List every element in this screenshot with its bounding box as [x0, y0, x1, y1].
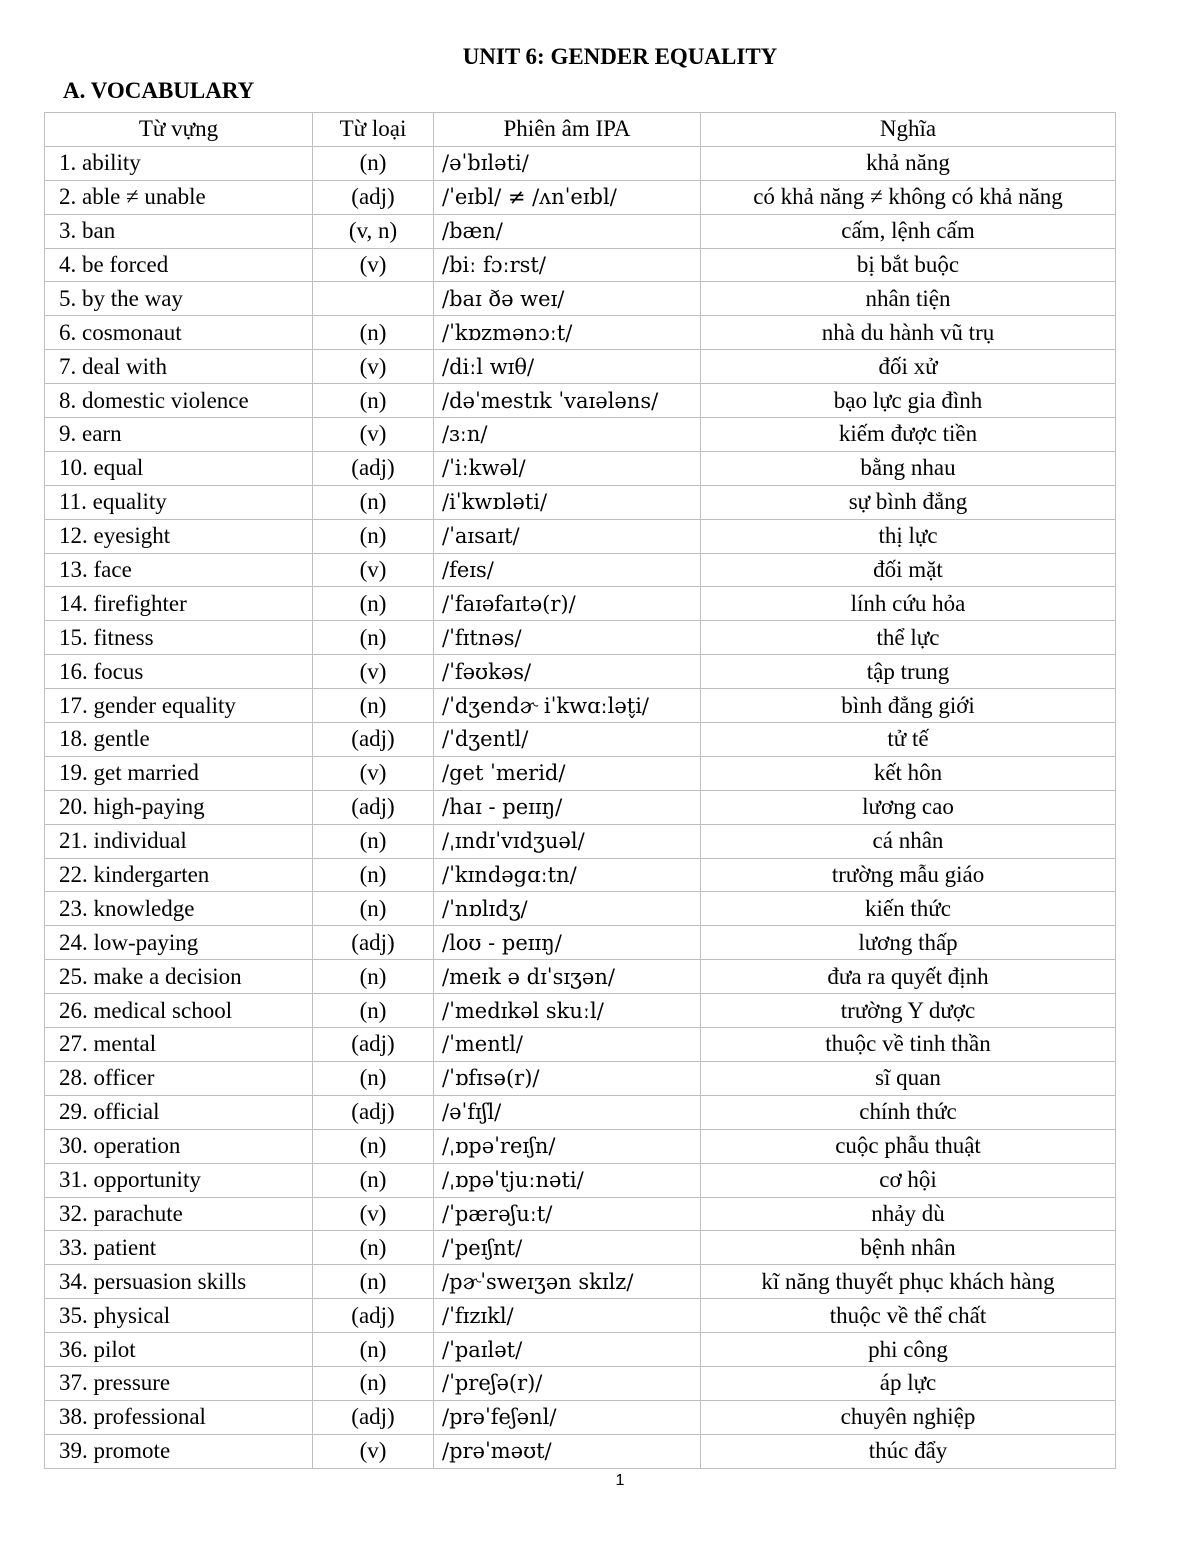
table-row	[45, 214, 1116, 248]
meaning: tử tế	[701, 723, 1116, 757]
part-of-speech: (n)	[313, 384, 434, 418]
meaning: nhà du hành vũ trụ	[701, 316, 1116, 350]
ipa-transcription: /ˈkɪndəgɑːtn/	[434, 858, 701, 892]
part-of-speech: (n)	[313, 858, 434, 892]
ipa-transcription: /feɪs/	[434, 553, 701, 587]
vocab-word: 2. able ≠ unable	[45, 180, 313, 214]
meaning: cơ hội	[701, 1163, 1116, 1197]
table-row	[45, 553, 1116, 587]
vocab-word: 13. face	[45, 553, 313, 587]
meaning: thể lực	[701, 621, 1116, 655]
part-of-speech: (n)	[313, 1163, 434, 1197]
part-of-speech: (n)	[313, 892, 434, 926]
vocab-word: 37. pressure	[45, 1366, 313, 1400]
meaning: lương cao	[701, 790, 1116, 824]
part-of-speech: (n)	[313, 689, 434, 723]
table-row	[45, 519, 1116, 553]
ipa-transcription: /ˈnɒlɪdʒ/	[434, 892, 701, 926]
header-word: Từ vựng	[45, 113, 313, 147]
meaning: sĩ quan	[701, 1061, 1116, 1095]
meaning: phi công	[701, 1333, 1116, 1367]
table-row	[45, 790, 1116, 824]
ipa-transcription: /ˈfɪzɪkl/	[434, 1299, 701, 1333]
part-of-speech: (n)	[313, 146, 434, 180]
ipa-transcription: /əˈbɪləti/	[434, 146, 701, 180]
vocab-word: 9. earn	[45, 418, 313, 452]
vocab-word: 23. knowledge	[45, 892, 313, 926]
table-row	[45, 892, 1116, 926]
part-of-speech: (n)	[313, 316, 434, 350]
vocab-word: 24. low-paying	[45, 926, 313, 960]
header-ipa: Phiên âm IPA	[434, 113, 701, 147]
meaning: cá nhân	[701, 824, 1116, 858]
ipa-transcription: /loʊ - peɪɪŋ/	[434, 926, 701, 960]
ipa-transcription: /ˈpreʃə(r)/	[434, 1366, 701, 1400]
vocab-word: 8. domestic violence	[45, 384, 313, 418]
meaning: cấm, lệnh cấm	[701, 214, 1116, 248]
ipa-transcription: /iˈkwɒləti/	[434, 485, 701, 519]
part-of-speech: (adj)	[313, 790, 434, 824]
table-row	[45, 689, 1116, 723]
table-row	[45, 384, 1116, 418]
part-of-speech: (adj)	[313, 1095, 434, 1129]
meaning: thuộc về thể chất	[701, 1299, 1116, 1333]
table-row	[45, 418, 1116, 452]
vocab-word: 30. operation	[45, 1129, 313, 1163]
meaning: trường Y dược	[701, 994, 1116, 1028]
part-of-speech: (v, n)	[313, 214, 434, 248]
ipa-transcription: /ˈpaɪlət/	[434, 1333, 701, 1367]
part-of-speech: (v)	[313, 1434, 434, 1468]
part-of-speech: (n)	[313, 960, 434, 994]
vocab-word: 26. medical school	[45, 994, 313, 1028]
table-row	[45, 1299, 1116, 1333]
vocab-word: 25. make a decision	[45, 960, 313, 994]
ipa-transcription: /bæn/	[434, 214, 701, 248]
meaning: bị bắt buộc	[701, 248, 1116, 282]
table-row	[45, 180, 1116, 214]
ipa-transcription: /ˈeɪbl/ ≠ /ʌnˈeɪbl/	[434, 180, 701, 214]
meaning: áp lực	[701, 1366, 1116, 1400]
table-row	[45, 1028, 1116, 1062]
ipa-transcription: /ˈpeɪʃnt/	[434, 1231, 701, 1265]
vocab-word: 32. parachute	[45, 1197, 313, 1231]
part-of-speech: (v)	[313, 1197, 434, 1231]
part-of-speech: (n)	[313, 1366, 434, 1400]
vocab-word: 31. opportunity	[45, 1163, 313, 1197]
meaning: bằng nhau	[701, 451, 1116, 485]
meaning: thị lực	[701, 519, 1116, 553]
meaning: nhân tiện	[701, 282, 1116, 316]
part-of-speech: (n)	[313, 1265, 434, 1299]
vocab-word: 39. promote	[45, 1434, 313, 1468]
vocab-word: 6. cosmonaut	[45, 316, 313, 350]
vocab-word: 20. high-paying	[45, 790, 313, 824]
vocab-word: 11. equality	[45, 485, 313, 519]
part-of-speech: (adj)	[313, 1028, 434, 1062]
table-row	[45, 316, 1116, 350]
table-row	[45, 587, 1116, 621]
page-title: UNIT 6: GENDER EQUALITY	[462, 44, 778, 69]
vocab-word: 14. firefighter	[45, 587, 313, 621]
table-row	[45, 1333, 1116, 1367]
ipa-transcription: /haɪ - peɪɪŋ/	[434, 790, 701, 824]
table-row	[45, 1366, 1116, 1400]
part-of-speech: (adj)	[313, 1299, 434, 1333]
meaning: cuộc phẫu thuật	[701, 1129, 1116, 1163]
ipa-transcription: /əˈfɪʃl/	[434, 1095, 701, 1129]
header-meaning: Nghĩa	[701, 113, 1116, 147]
vocab-word: 7. deal with	[45, 350, 313, 384]
vocab-word: 19. get married	[45, 756, 313, 790]
table-header-row	[45, 113, 1116, 147]
table-row	[45, 960, 1116, 994]
meaning: tập trung	[701, 655, 1116, 689]
vocab-word: 4. be forced	[45, 248, 313, 282]
part-of-speech: (v)	[313, 655, 434, 689]
table-row	[45, 655, 1116, 689]
ipa-transcription: /ˈmentl/	[434, 1028, 701, 1062]
part-of-speech: (v)	[313, 350, 434, 384]
table-row	[45, 621, 1116, 655]
table-row	[45, 824, 1116, 858]
part-of-speech: (n)	[313, 994, 434, 1028]
table-row	[45, 1231, 1116, 1265]
vocab-word: 17. gender equality	[45, 689, 313, 723]
ipa-transcription: /get ˈmerid/	[434, 756, 701, 790]
part-of-speech: (n)	[313, 1231, 434, 1265]
part-of-speech: (n)	[313, 1129, 434, 1163]
part-of-speech: (n)	[313, 1333, 434, 1367]
table-row	[45, 350, 1116, 384]
meaning: lương thấp	[701, 926, 1116, 960]
meaning: kiến thức	[701, 892, 1116, 926]
meaning: lính cứu hỏa	[701, 587, 1116, 621]
table-row	[45, 1434, 1116, 1468]
table-row	[45, 1095, 1116, 1129]
ipa-transcription: /ˈaɪsaɪt/	[434, 519, 701, 553]
meaning: thuộc về tinh thần	[701, 1028, 1116, 1062]
meaning: bình đẳng giới	[701, 689, 1116, 723]
part-of-speech: (v)	[313, 756, 434, 790]
vocab-word: 15. fitness	[45, 621, 313, 655]
part-of-speech: (adj)	[313, 180, 434, 214]
vocab-word: 16. focus	[45, 655, 313, 689]
part-of-speech: (n)	[313, 824, 434, 858]
vocab-word: 27. mental	[45, 1028, 313, 1062]
table-row	[45, 451, 1116, 485]
part-of-speech: (adj)	[313, 451, 434, 485]
meaning: đối xử	[701, 350, 1116, 384]
vocab-word: 5. by the way	[45, 282, 313, 316]
ipa-transcription: /pɚˈsweɪʒən skɪlz/	[434, 1265, 701, 1299]
table-row	[45, 994, 1116, 1028]
vocab-word: 28. officer	[45, 1061, 313, 1095]
table-row	[45, 485, 1116, 519]
ipa-transcription: /diːl wɪθ/	[434, 350, 701, 384]
meaning: bạo lực gia đình	[701, 384, 1116, 418]
vocab-word: 35. physical	[45, 1299, 313, 1333]
ipa-transcription: /baɪ ðə weɪ/	[434, 282, 701, 316]
vocab-word: 38. professional	[45, 1400, 313, 1434]
ipa-transcription: /meɪk ə dɪˈsɪʒən/	[434, 960, 701, 994]
table-row	[45, 756, 1116, 790]
part-of-speech: (v)	[313, 418, 434, 452]
table-row	[45, 1197, 1116, 1231]
vocab-word: 3. ban	[45, 214, 313, 248]
table-row	[45, 1129, 1116, 1163]
ipa-transcription: /biː fɔːrst/	[434, 248, 701, 282]
table-row	[45, 248, 1116, 282]
part-of-speech: (n)	[313, 519, 434, 553]
meaning: bệnh nhân	[701, 1231, 1116, 1265]
vocab-word: 10. equal	[45, 451, 313, 485]
part-of-speech	[313, 282, 434, 316]
vocabulary-table	[44, 112, 1116, 1469]
ipa-transcription: /ˌɒpəˈtjuːnəti/	[434, 1163, 701, 1197]
table-row	[45, 926, 1116, 960]
meaning: trường mẫu giáo	[701, 858, 1116, 892]
table-row	[45, 723, 1116, 757]
meaning: đưa ra quyết định	[701, 960, 1116, 994]
ipa-transcription: /ˈiːkwəl/	[434, 451, 701, 485]
ipa-transcription: /ɜːn/	[434, 418, 701, 452]
table-row	[45, 146, 1116, 180]
meaning: có khả năng ≠ không có khả năng	[701, 180, 1116, 214]
meaning: kiếm được tiền	[701, 418, 1116, 452]
part-of-speech: (n)	[313, 485, 434, 519]
table-row	[45, 1400, 1116, 1434]
ipa-transcription: /ˌɪndɪˈvɪdʒuəl/	[434, 824, 701, 858]
ipa-transcription: /ˌɒpəˈreɪʃn/	[434, 1129, 701, 1163]
part-of-speech: (n)	[313, 587, 434, 621]
part-of-speech: (v)	[313, 248, 434, 282]
vocab-word: 1. ability	[45, 146, 313, 180]
meaning: khả năng	[701, 146, 1116, 180]
meaning: chính thức	[701, 1095, 1116, 1129]
page-number: 1	[615, 1472, 625, 1489]
meaning: sự bình đẳng	[701, 485, 1116, 519]
vocab-word: 21. individual	[45, 824, 313, 858]
vocab-word: 29. official	[45, 1095, 313, 1129]
table-row	[45, 1061, 1116, 1095]
header-part-of-speech: Từ loại	[313, 113, 434, 147]
section-heading: A. VOCABULARY	[63, 78, 255, 103]
ipa-transcription: /prəˈməʊt/	[434, 1434, 701, 1468]
ipa-transcription: /prəˈfeʃənl/	[434, 1400, 701, 1434]
part-of-speech: (n)	[313, 1061, 434, 1095]
ipa-transcription: /ˈfəʊkəs/	[434, 655, 701, 689]
meaning: kĩ năng thuyết phục khách hàng	[701, 1265, 1116, 1299]
ipa-transcription: /ˈɒfɪsə(r)/	[434, 1061, 701, 1095]
vocab-word: 34. persuasion skills	[45, 1265, 313, 1299]
part-of-speech: (adj)	[313, 723, 434, 757]
ipa-transcription: /ˈkɒzmənɔːt/	[434, 316, 701, 350]
ipa-transcription: /ˈpærəʃuːt/	[434, 1197, 701, 1231]
ipa-transcription: /dəˈmestɪk ˈvaɪələns/	[434, 384, 701, 418]
vocab-word: 12. eyesight	[45, 519, 313, 553]
table-row	[45, 1265, 1116, 1299]
vocab-word: 36. pilot	[45, 1333, 313, 1367]
vocab-word: 18. gentle	[45, 723, 313, 757]
meaning: kết hôn	[701, 756, 1116, 790]
meaning: đối mặt	[701, 553, 1116, 587]
part-of-speech: (adj)	[313, 1400, 434, 1434]
part-of-speech: (adj)	[313, 926, 434, 960]
ipa-transcription: /ˈfaɪəfaɪtə(r)/	[434, 587, 701, 621]
meaning: chuyên nghiệp	[701, 1400, 1116, 1434]
meaning: thúc đẩy	[701, 1434, 1116, 1468]
vocab-word: 22. kindergarten	[45, 858, 313, 892]
meaning: nhảy dù	[701, 1197, 1116, 1231]
table-row	[45, 858, 1116, 892]
part-of-speech: (n)	[313, 621, 434, 655]
table-row	[45, 282, 1116, 316]
ipa-transcription: /ˈfɪtnəs/	[434, 621, 701, 655]
ipa-transcription: /ˈdʒendɚ iˈkwɑːlət̬i/	[434, 689, 701, 723]
part-of-speech: (v)	[313, 553, 434, 587]
ipa-transcription: /ˈdʒentl/	[434, 723, 701, 757]
ipa-transcription: /ˈmedɪkəl skuːl/	[434, 994, 701, 1028]
vocab-word: 33. patient	[45, 1231, 313, 1265]
table-row	[45, 1163, 1116, 1197]
